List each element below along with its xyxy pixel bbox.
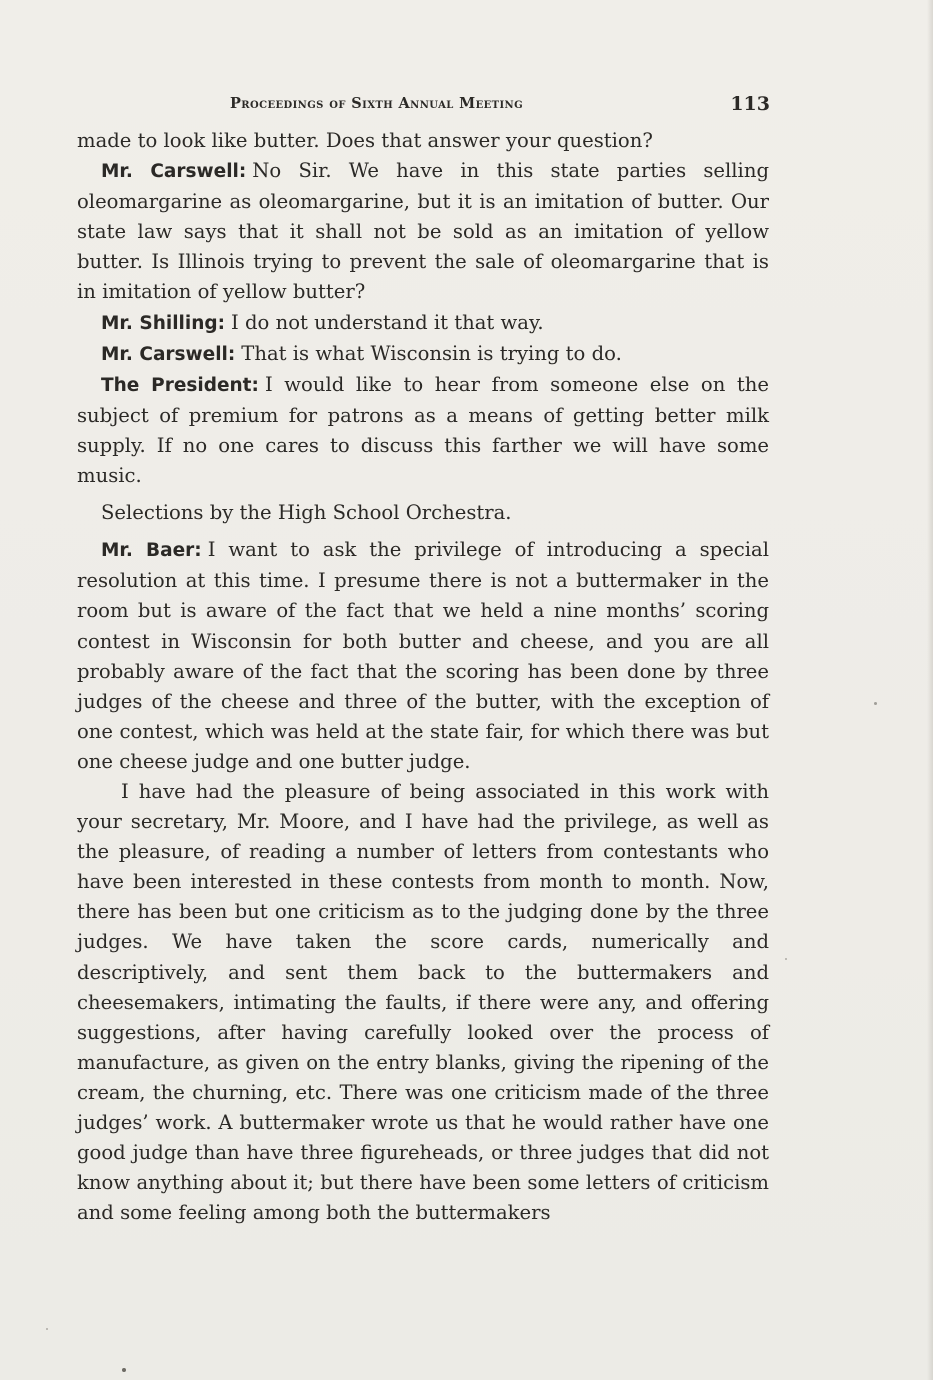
page-body xyxy=(77,126,769,1228)
speech-paragraph: Mr. Carswell: That is what Wisconsin is trying to do. xyxy=(101,341,622,365)
page-number: 113 xyxy=(730,93,770,115)
running-title: Proceedings of Sixth Annual Meeting xyxy=(230,95,524,112)
paragraph-text: I have had the pleasure of being associated in this work with your secretary, Mr. Moore, and I have had the privilege, as well as the pleasure, of reading a number of letters from contestants who have been interested in these contests from month to month. Now, there has been but one criticism as to the judging done by the three judges. We have taken the score cards, numerically and descriptively, and sent them back to the buttermakers and cheesemakers, intimating the faults, if there were any, and offering suggestions, after having carefully looked over the process of manufacture, as given on the entry blanks, giving the ripening of the cream, the churning, etc. There was one criticism made of the three judges’ work. A buttermaker wrote us that he would rather have one good judge than have three figureheads, or three judges that did not know anything about it; but there have been some letters of criticism and some feeling among both the buttermakers xyxy=(77,779,769,1225)
speaker-name: The President xyxy=(101,374,252,396)
paragraph-continuation xyxy=(77,126,769,156)
speech-text: I would like to hear from someone else on the subject of premium for patrons as a means of getting better milk supply. If no one cares to discuss this farther we will have some music. xyxy=(77,372,769,488)
paper-speck xyxy=(874,702,877,705)
speech-text: I do not understand it that way. xyxy=(231,310,544,334)
speech-text: No Sir. We have in this state parties selling oleomargarine as oleomargarine, but it is an imitation of butter. Our state law says that it shall not be sold as an imitation of yellow butter. Is Illinois trying to prevent the sale of oleomargarine that is in imitation of yellow butter? xyxy=(77,159,769,304)
speech-text: That is what Wisconsin is trying to do. xyxy=(241,341,622,365)
paper-speck xyxy=(46,1328,48,1330)
speaker-name: Mr. Carswell xyxy=(101,343,228,365)
speaker-name: Mr. Baer xyxy=(101,540,195,562)
paper-speck xyxy=(122,1368,126,1372)
speaker-name: Mr. Carswell xyxy=(101,161,239,183)
page-header xyxy=(78,92,770,120)
paragraph-text: made to look like butter. Does that answer your question? xyxy=(77,129,653,152)
speech-text: I want to ask the privilege of introducing a special resolution at this time. I presume there is not a buttermaker in the room but is aware of the fact that we held a nine months’ scoring contest in Wisconsin for both butter and cheese, and you are all probably aware of the fact that the scoring has been done by three judges of the cheese and three of the butter, with the exception of one contest, which was held at the state fair, for which there was but one cheese judge and one butter judge. xyxy=(77,538,769,773)
paper-speck xyxy=(785,958,787,960)
speech-paragraph: Mr. Shilling: I do not understand it that way. xyxy=(101,310,544,334)
speech-paragraph: Mr. Baer: I want to ask the privilege of introducing a special resolution at this time. I presume there is not a buttermaker in the room but is aware of the fact that we held a nine months’ scoring contest in Wisconsin for both butter and cheese, and you are all probably aware of the fact that the scoring has been done by three judges of the cheese and three of the butter, with the exception of one contest, which was held at the state fair, for which there was but one cheese judge and one butter judge. xyxy=(77,538,769,773)
page-edge-shadow xyxy=(927,0,933,1380)
paragraph xyxy=(77,777,769,1228)
speech-paragraph: The President: I would like to hear from someone else on the subject of premium for patrons as a means of getting better milk supply. If no one cares to discuss this farther we will have some music. xyxy=(77,372,769,488)
speech-paragraph: Mr. Carswell: No Sir. We have in this state parties selling oleomargarine as oleomargarine, but it is an imitation of butter. Our state law says that it shall not be sold as an imitation of yellow butter. Is Illinois trying to prevent the sale of oleomargarine that is in imitation of yellow butter? xyxy=(77,159,769,304)
stage-direction xyxy=(77,498,769,528)
speaker-name: Mr. Shilling xyxy=(101,312,218,334)
stage-direction-text: Selections by the High School Orchestra. xyxy=(101,501,512,525)
